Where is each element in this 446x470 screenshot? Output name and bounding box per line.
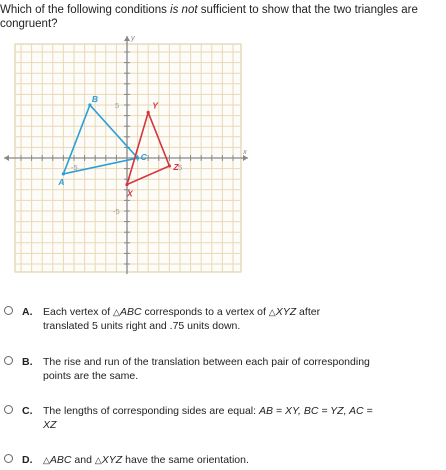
y-axis-label: y xyxy=(131,34,135,42)
y-axis-arrow xyxy=(124,36,130,41)
choice-c-text xyxy=(43,404,433,432)
choice-d-tri2: XYZ xyxy=(101,454,123,466)
choice-a-part1: Each vertex of xyxy=(43,306,114,318)
choice-d-tri1: ABC xyxy=(49,454,72,466)
vertex-label-z: Z xyxy=(173,161,179,172)
triangle-xyz-vertex xyxy=(125,183,128,186)
choice-d-mid: and xyxy=(71,454,95,466)
radio-c[interactable] xyxy=(4,405,13,414)
vertex-label-y: Y xyxy=(152,100,158,111)
x-axis-label: x xyxy=(243,147,247,156)
choice-b-text xyxy=(43,355,433,383)
y-tick-label: -5 xyxy=(113,207,120,216)
choice-a-letter: A. xyxy=(22,306,33,318)
question-emphasis: is not xyxy=(170,4,198,16)
triangle-xyz-vertex xyxy=(147,111,150,114)
choice-c-line2: XZ xyxy=(43,419,57,431)
vertex-label-c: C xyxy=(140,152,147,162)
triangle-symbol: △ xyxy=(113,307,120,317)
choice-a-tri1: ABC xyxy=(119,306,142,318)
triangle-symbol: △ xyxy=(94,455,102,465)
choice-c-letter: C. xyxy=(22,405,33,417)
question-part2: sufficient to show that the two triangles are congruent? xyxy=(0,4,418,30)
choice-d-text xyxy=(43,453,433,467)
triangle-abc-vertex xyxy=(136,156,139,159)
radio-d[interactable] xyxy=(4,454,13,463)
choice-a-tri2: XYZ xyxy=(275,306,297,318)
choice-c-part1: The lengths of corresponding sides are equal: xyxy=(43,405,259,417)
choice-a-part3: after xyxy=(296,306,321,318)
y-tick-label: 5 xyxy=(115,101,120,110)
choice-d-letter: D. xyxy=(22,454,33,466)
choice-c-part2: AB = XY, BC = YZ, AC = xyxy=(258,405,373,417)
choice-b-line1: The rise and run of the translation between each pair of corresponding xyxy=(43,356,370,368)
choice-a-text xyxy=(43,305,433,333)
choice-d-end: have the same orientation. xyxy=(122,454,249,466)
coordinate-graph xyxy=(0,34,250,274)
x-tick-label: -5 xyxy=(71,163,78,172)
choice-a-part2: corresponds to a vertex of xyxy=(141,306,269,318)
triangle-xyz-vertex xyxy=(168,164,171,167)
triangle-symbol: △ xyxy=(268,307,276,317)
choice-b-line2: points are the same. xyxy=(43,370,139,382)
x-axis-arrow xyxy=(4,155,9,161)
question-part1: Which of the following conditions xyxy=(0,4,171,16)
x-tick-label: 5 xyxy=(178,163,183,172)
triangle-abc-vertex xyxy=(62,172,65,175)
radio-a[interactable] xyxy=(4,306,13,315)
choice-a-line2: translated 5 units right and .75 units down. xyxy=(43,320,241,332)
radio-b[interactable] xyxy=(4,356,13,365)
triangle-symbol: △ xyxy=(43,455,50,465)
vertex-label-a: A xyxy=(58,176,65,187)
question-text xyxy=(0,3,440,31)
vertex-label-x: X xyxy=(127,188,133,199)
vertex-label-b: B xyxy=(91,94,99,104)
choice-b-letter: B. xyxy=(22,356,33,368)
